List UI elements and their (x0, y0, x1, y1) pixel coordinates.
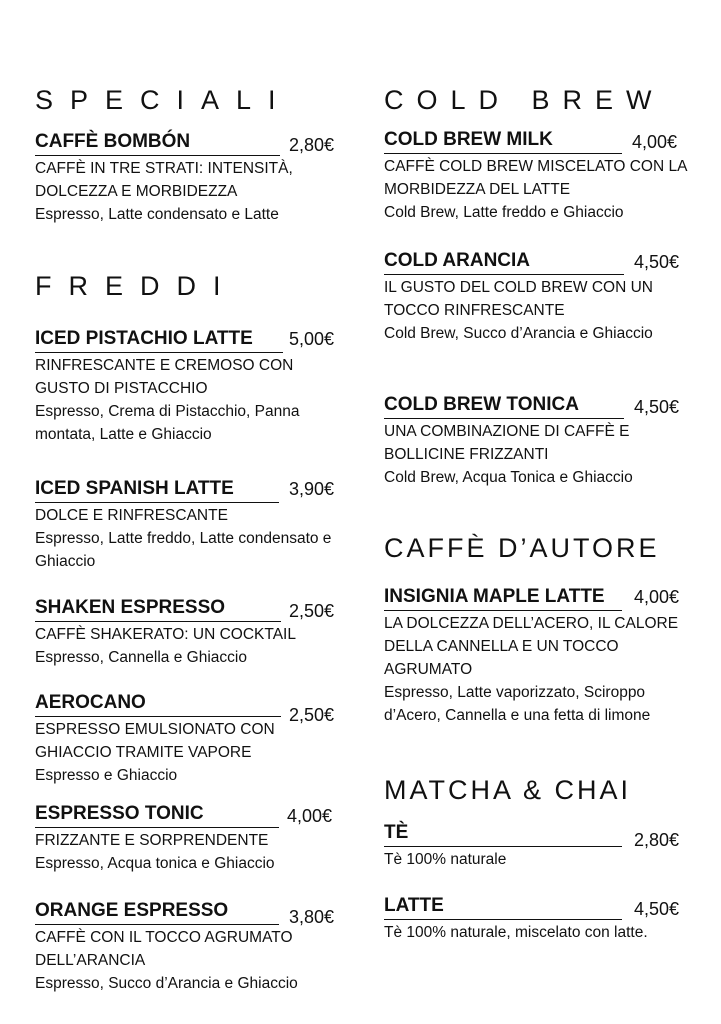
item-ingredients: Espresso, Cannella e Ghiaccio (35, 649, 247, 666)
menu-item-cold-brew-milk (384, 129, 694, 224)
item-underline (35, 155, 280, 156)
item-price: 3,80€ (289, 907, 335, 927)
item-name: ICED PISTACHIO LATTE (35, 328, 253, 349)
item-name: CAFFÈ BOMBÓN (35, 131, 191, 152)
item-description: CAFFÈ CON IL TOCCO AGRUMATO DELL’ARANCIA (35, 929, 293, 969)
menu-item-cold-brew-tonica (384, 394, 694, 489)
menu-item-espresso-tonic (35, 803, 350, 875)
item-underline (35, 502, 279, 503)
item-ingredients: Espresso, Latte vaporizzato, Sciroppo d’Acero, Cannella e una fetta di limone (384, 684, 651, 724)
item-name: TÈ (384, 822, 409, 843)
item-name: ORANGE ESPRESSO (35, 900, 229, 921)
item-price: 2,80€ (289, 135, 335, 155)
item-ingredients: Espresso e Ghiaccio (35, 767, 178, 784)
item-price: 4,00€ (287, 806, 333, 826)
item-underline (384, 919, 622, 920)
item-ingredients: Tè 100% naturale, miscelato con latte. (384, 924, 648, 941)
item-name: ESPRESSO TONIC (35, 803, 204, 824)
item-underline (384, 418, 624, 419)
menu-item-cold-arancia (384, 250, 694, 345)
item-description: DOLCE E RINFRESCANTE (35, 507, 228, 524)
item-description: FRIZZANTE E SORPRENDENTE (35, 832, 269, 849)
item-price: 2,50€ (289, 705, 335, 725)
item-ingredients: Espresso, Succo d’Arancia e Ghiaccio (35, 975, 298, 992)
item-description: CAFFÈ IN TRE STRATI: INTENSITÀ, DOLCEZZA E MORBIDEZZA (35, 160, 293, 200)
item-price: 4,50€ (634, 899, 680, 919)
section-title-speciali: SPECIALI (35, 85, 293, 115)
item-underline (35, 716, 281, 717)
item-underline (384, 846, 622, 847)
item-ingredients: Espresso, Latte condensato e Latte (35, 206, 279, 223)
item-description: CAFFÈ COLD BREW MISCELATO CON LA MORBIDEZZA DEL LATTE (384, 158, 687, 198)
item-underline (35, 352, 283, 353)
item-ingredients: Cold Brew, Latte freddo e Ghiaccio (384, 204, 624, 221)
item-description: IL GUSTO DEL COLD BREW CON UN TOCCO RINFRESCANTE (384, 279, 653, 319)
item-name: SHAKEN ESPRESSO (35, 597, 226, 618)
item-price: 3,90€ (289, 479, 335, 499)
item-price: 4,50€ (634, 397, 680, 417)
item-ingredients: Tè 100% naturale (384, 851, 507, 868)
item-ingredients: Espresso, Latte freddo, Latte condensato e Ghiaccio (35, 530, 332, 570)
item-name: INSIGNIA MAPLE LATTE (384, 586, 605, 607)
menu-item-iced-pistachio-latte (35, 328, 350, 446)
item-name: COLD BREW MILK (384, 129, 553, 150)
item-ingredients: Cold Brew, Acqua Tonica e Ghiaccio (384, 469, 633, 486)
item-underline (35, 621, 281, 622)
item-underline (384, 274, 624, 275)
item-price: 2,50€ (289, 601, 335, 621)
menu-item-te (384, 822, 694, 871)
menu-item-iced-spanish-latte (35, 478, 350, 573)
item-ingredients: Espresso, Acqua tonica e Ghiaccio (35, 855, 275, 872)
item-description: CAFFÈ SHAKERATO: UN COCKTAIL (35, 626, 296, 643)
item-name: ICED SPANISH LATTE (35, 478, 234, 499)
item-price: 4,50€ (634, 252, 680, 272)
menu-item-aerocano (35, 692, 350, 787)
item-underline (35, 924, 279, 925)
item-underline (384, 153, 622, 154)
section-title-caffe-autore: CAFFÈ D’AUTORE (384, 533, 660, 563)
item-ingredients: Cold Brew, Succo d’Arancia e Ghiaccio (384, 325, 653, 342)
item-underline (35, 827, 279, 828)
item-name: COLD ARANCIA (384, 250, 531, 271)
item-price: 4,00€ (632, 132, 678, 152)
item-name: COLD BREW TONICA (384, 394, 579, 415)
item-name: AEROCANO (35, 692, 146, 713)
item-description: UNA COMBINAZIONE DI CAFFÈ E BOLLICINE FRIZZANTI (384, 423, 630, 463)
item-price: 2,80€ (634, 830, 680, 850)
item-underline (384, 610, 622, 611)
menu-item-latte (384, 895, 694, 944)
section-title-matcha-chai: MATCHA & CHAI (384, 775, 632, 805)
menu-item-shaken-espresso (35, 597, 350, 669)
menu-item-insignia-maple-latte (384, 586, 694, 727)
menu-item-orange-espresso (35, 900, 350, 995)
item-price: 5,00€ (289, 329, 335, 349)
item-description: ESPRESSO EMULSIONATO CON GHIACCIO TRAMITE VAPORE (35, 721, 275, 761)
item-name: LATTE (384, 895, 444, 916)
item-description: RINFRESCANTE E CREMOSO CON GUSTO DI PISTACCHIO (35, 357, 294, 397)
item-price: 4,00€ (634, 587, 680, 607)
item-description: LA DOLCEZZA DELL’ACERO, IL CALORE DELLA CANNELLA E UN TOCCO AGRUMATO (384, 615, 679, 678)
section-title-cold-brew: COLD BREW (384, 85, 665, 115)
section-title-freddi: FREDDI (35, 271, 238, 301)
item-ingredients: Espresso, Crema di Pistacchio, Panna montata, Latte e Ghiaccio (35, 403, 300, 443)
menu-item-caffe-bombon (35, 131, 350, 226)
